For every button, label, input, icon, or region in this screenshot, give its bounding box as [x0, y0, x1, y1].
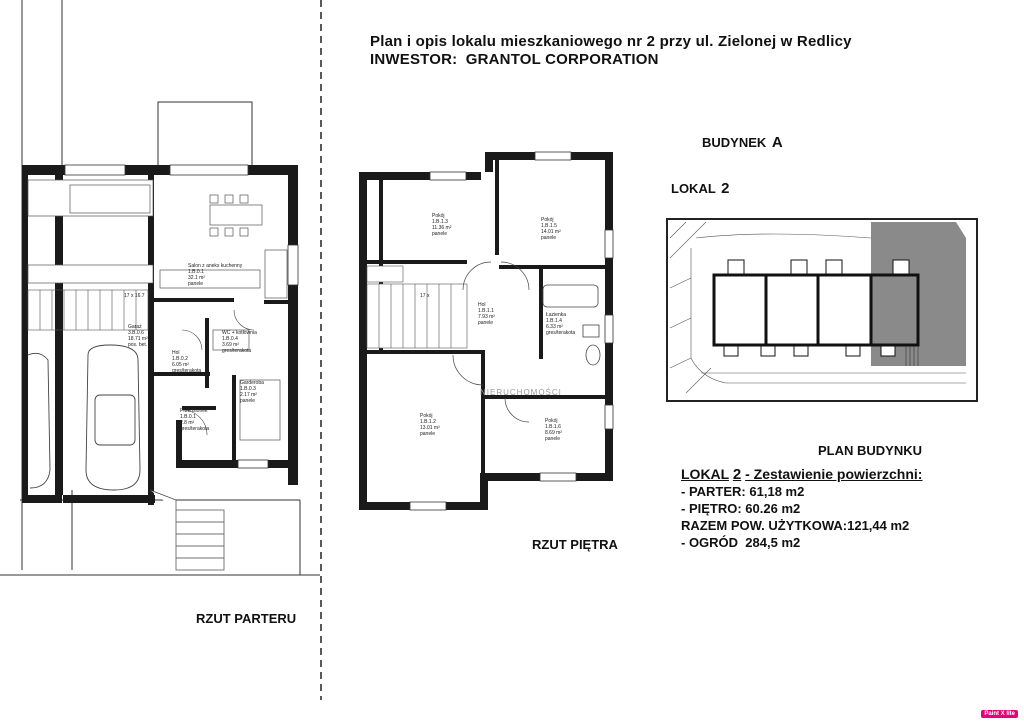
room-garderoba-code: 1.B.0.3 [240, 386, 256, 392]
room-garaz-name: Garaż [128, 324, 142, 330]
first-floor-plan [355, 140, 630, 520]
room-hol-ground [172, 350, 201, 374]
room-przedsionek-code: 1.B.0.1 [180, 414, 196, 420]
room-pokoj-2-area: 14.01 m² [541, 229, 561, 235]
room-pokoj-3-code: 1.B.1.2 [420, 419, 436, 425]
parter-label: - PARTER: [681, 484, 746, 499]
room-salon [188, 263, 242, 287]
summary-pietro [681, 500, 922, 517]
room-pokoj-3-area: 13.01 m² [420, 425, 440, 431]
watermark: NIERUCHOMOŚCI [480, 388, 562, 397]
room-garaz-floor: pos. bet. [128, 342, 148, 348]
room-lazienka-area: 6.33 m² [546, 324, 563, 330]
page-title [370, 33, 852, 50]
building-site-plan [666, 218, 978, 402]
room-pokoj-1-code: 1.B.1.3 [432, 219, 448, 225]
room-wc [222, 330, 257, 354]
ogrod-value: 284,5 m2 [745, 535, 801, 550]
summary-razem [681, 517, 922, 534]
unit-number: 2 [646, 33, 656, 50]
room-hol-ground-floor: gres/terakota [172, 368, 202, 374]
summary-parter [681, 483, 922, 500]
investor-line [370, 51, 659, 68]
building-plan-label: PLAN BUDYNKU [818, 443, 922, 458]
room-salon-name: Salon z aneks kuchenny [188, 263, 243, 269]
summary-ogrod [681, 534, 922, 551]
ground-floor-label: RZUT PARTERU [196, 611, 297, 626]
room-garderoba-name: Garderoba [240, 380, 264, 386]
room-hol-ground-code: 1.B.0.2 [172, 356, 188, 362]
room-garaz-area: 18.71 m² [128, 336, 148, 342]
room-hol-first-name: Hol [478, 302, 486, 308]
room-przedsionek-floor: gres/terakota [180, 426, 210, 432]
room-pokoj-1 [432, 213, 451, 237]
room-wc-area: 3.69 m² [222, 342, 239, 348]
room-wc-code: 1.B.0.4 [222, 336, 238, 342]
parter-value: 61,18 m2 [749, 484, 805, 499]
room-hol-ground-area: 6.05 m² [172, 362, 189, 368]
room-przedsionek-name: Przedsionek [180, 408, 208, 414]
room-pokoj-2-code: 1.B.1.5 [541, 223, 557, 229]
room-salon-area: 32.1 m² [188, 275, 205, 281]
room-salon-code: 1.B.0.1 [188, 269, 204, 275]
ogrod-label: - OGRÓD [681, 535, 739, 550]
room-lazienka [546, 312, 575, 336]
unit-id: 2 [721, 180, 730, 197]
room-lazienka-code: 1.B.1.4 [546, 318, 562, 324]
room-pokoj-4 [545, 418, 562, 442]
room-lazienka-name: Łazienka [546, 312, 567, 318]
room-pokoj-2 [541, 217, 561, 241]
stairs-label-ground: 17 x 16.7 [124, 293, 145, 299]
room-garderoba-area: 2.17 m² [240, 392, 257, 398]
summary-title [681, 466, 922, 483]
room-wc-floor: gres/terakota [222, 348, 252, 354]
room-wc-name: WC + kotłownia [222, 330, 257, 336]
room-pokoj-4-name: Pokój [545, 418, 558, 424]
room-garaz-code: 3.B.0.6 [128, 330, 144, 336]
building-id: A [771, 134, 783, 151]
room-garderoba [240, 380, 264, 404]
room-hol-first [478, 302, 495, 326]
investor-label: INWESTOR: [370, 51, 458, 68]
pietro-label: - PIĘTRO: [681, 501, 742, 516]
room-salon-floor: panele [188, 281, 204, 287]
building-label [702, 134, 783, 151]
summary-lokal-no: 2 [732, 466, 742, 483]
room-pokoj-3-floor: panele [420, 431, 436, 437]
room-pokoj-3-name: Pokój [420, 413, 433, 419]
razem-value: 121,44 m2 [847, 518, 910, 533]
room-hol-first-code: 1.B.1.1 [478, 308, 494, 314]
room-garderoba-floor: panele [240, 398, 256, 404]
room-pokoj-1-name: Pokój [432, 213, 445, 219]
room-pokoj-2-name: Pokój [541, 217, 554, 223]
room-pokoj-1-floor: panele [432, 231, 448, 237]
room-lazienka-floor: gres/terakota [546, 330, 576, 336]
room-pokoj-4-floor: panele [545, 436, 561, 442]
paint-app-badge: Paint X lite [981, 710, 1018, 718]
investor-name: GRANTOL CORPORATION [465, 51, 659, 68]
unit-label [671, 180, 730, 197]
room-garaz [128, 324, 148, 348]
stairs-label-first: 17 x [420, 293, 430, 299]
room-hol-first-area: 7.93 m² [478, 314, 495, 320]
room-przedsionek-area: 2.8 m² [180, 420, 195, 426]
title-suffix: przy ul. Zielonej w Redlicy [659, 33, 852, 50]
room-pokoj-4-code: 1.B.1.6 [545, 424, 561, 430]
first-floor-label: RZUT PIĘTRA [532, 537, 618, 552]
room-hol-first-floor: panele [478, 320, 494, 326]
building-label-text: BUDYNEK [702, 135, 767, 150]
title-prefix: Plan i opis lokalu mieszkaniowego nr [370, 33, 643, 50]
room-pokoj-2-floor: panele [541, 235, 557, 241]
room-przedsionek [180, 408, 209, 432]
summary-lokal-label: LOKAL [681, 466, 729, 482]
room-hol-ground-name: Hol [172, 350, 180, 356]
room-pokoj-1-area: 11.36 m² [432, 225, 452, 231]
ground-floor-plan [0, 0, 320, 590]
room-pokoj-3 [420, 413, 440, 437]
unit-label-text: LOKAL [671, 181, 716, 196]
room-pokoj-4-area: 8.69 m² [545, 430, 562, 436]
area-summary [681, 466, 922, 551]
summary-title-rest: - Zestawienie powierzchni: [745, 466, 923, 482]
razem-label: RAZEM POW. UŻYTKOWA: [681, 518, 848, 533]
pietro-value: 60.26 m2 [745, 501, 801, 516]
